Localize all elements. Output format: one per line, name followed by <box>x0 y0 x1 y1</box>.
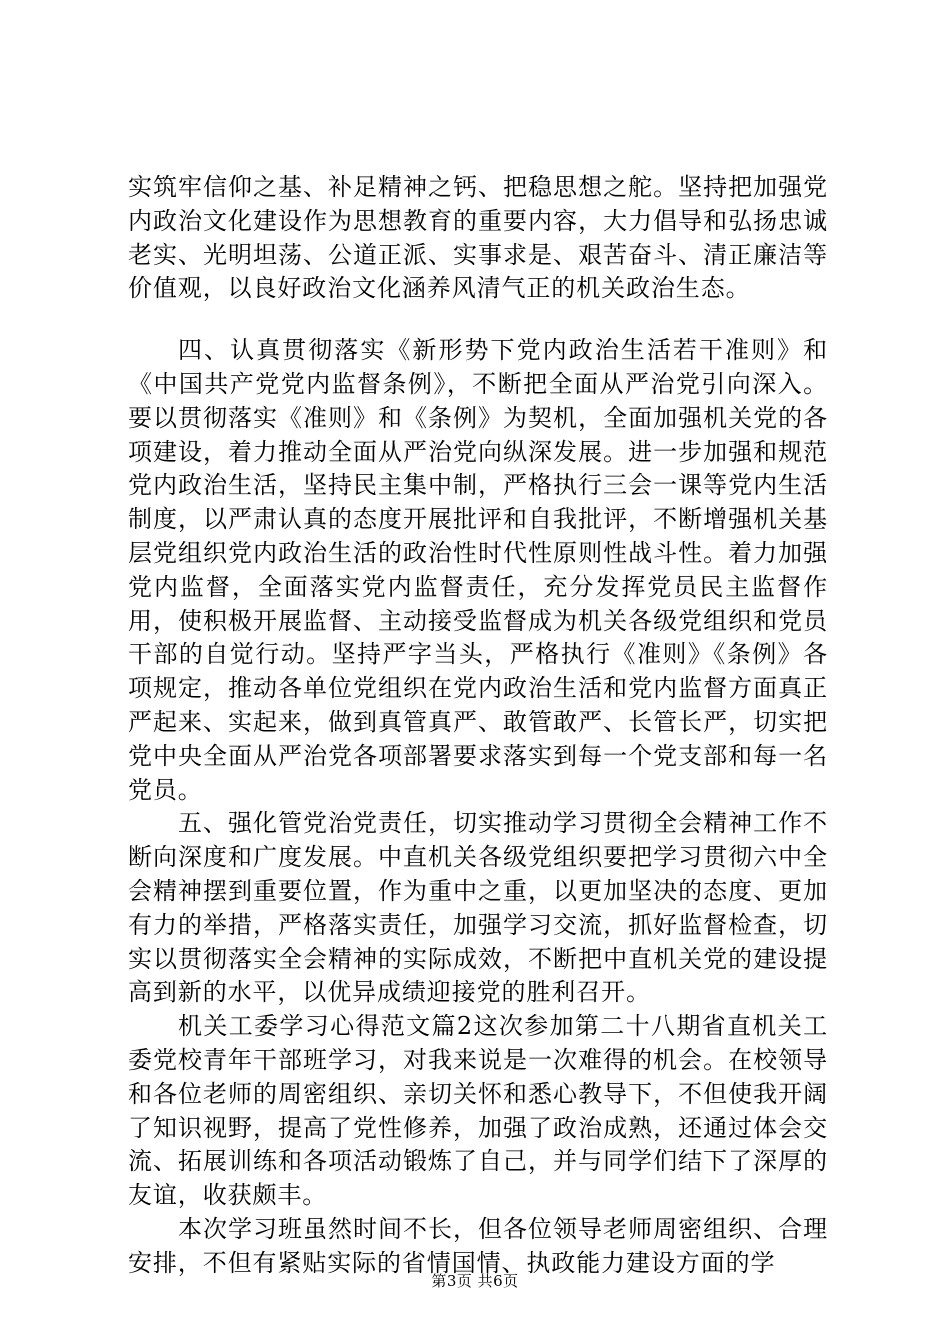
paragraph-1: 实筑牢信仰之基、补足精神之钙、把稳思想之舵。坚持把加强党内政治文化建设作为思想教育的重要内容，大力倡导和弘扬忠诚老实、光明坦荡、公道正派、实事求是、艰苦奋斗、清正廉洁等价值观，以良好政治文化涵养风清气正的机关政治生态。 <box>128 173 828 303</box>
paragraph-3: 五、强化管党治党责任，切实推动学习贯彻全会精神工作不断向深度和广度发展。中直机关各级党组织要把学习贯彻六中全会精神摆到重要位置，作为重中之重，以更加坚决的态度、更加有力的举措，严格落实责任，加强学习交流，抓好监督检查，切实以贯彻落实全会精神的实际成效，不断把中直机关党的建设提高到新的水平，以优异成绩迎接党的胜利召开。 <box>128 809 828 1007</box>
paragraph-5: 本次学习班虽然时间不长，但各位领导老师周密组织、合理安排，不但有紧贴实际的省情国情、执政能力建设方面的学 <box>128 1214 828 1277</box>
paragraph-4: 机关工委学习心得范文篇2这次参加第二十八期省直机关工委党校青年干部班学习，对我来说是一次难得的机会。在校领导和各位老师的周密组织、亲切关怀和悉心教导下，不但使我开阔了知识视野，提高了党性修养，加强了政治成熟，还通过体会交流、拓展训练和各项活动锻炼了自己，并与同学们结下了深厚的友谊，收获颇丰。 <box>128 1012 828 1210</box>
paragraph-2: 四、认真贯彻落实《新形势下党内政治生活若干准则》和《中国共产党党内监督条例》，不断把全面从严治党引向深入。要以贯彻落实《准则》和《条例》为契机，全面加强机关党的各项建设，着力推动全面从严治党向纵深发展。进一步加强和规范党内政治生活，坚持民主集中制，严格执行三会一课等党内生活制度，以严肃认真的态度开展批评和自我批评，不断增强机关基层党组织党内政治生活的政治性时代性原则性战斗性。着力加强党内监督，全面落实党内监督责任，充分发挥党员民主监督作用，使积极开展监督、主动接受监督成为机关各级党组织和党员干部的自觉行动。坚持严字当头，严格执行《准则》《条例》各项规定，推动各单位党组织在党内政治生活和党内监督方面真正严起来、实起来，做到真管真严、敢管敢严、长管长严，切实把党中央全面从严治党各项部署要求落实到每一个党支部和每一名党员。 <box>128 336 828 804</box>
page-number-footer: 第3页 共6页 <box>431 1272 519 1290</box>
document-body <box>128 171 828 1281</box>
